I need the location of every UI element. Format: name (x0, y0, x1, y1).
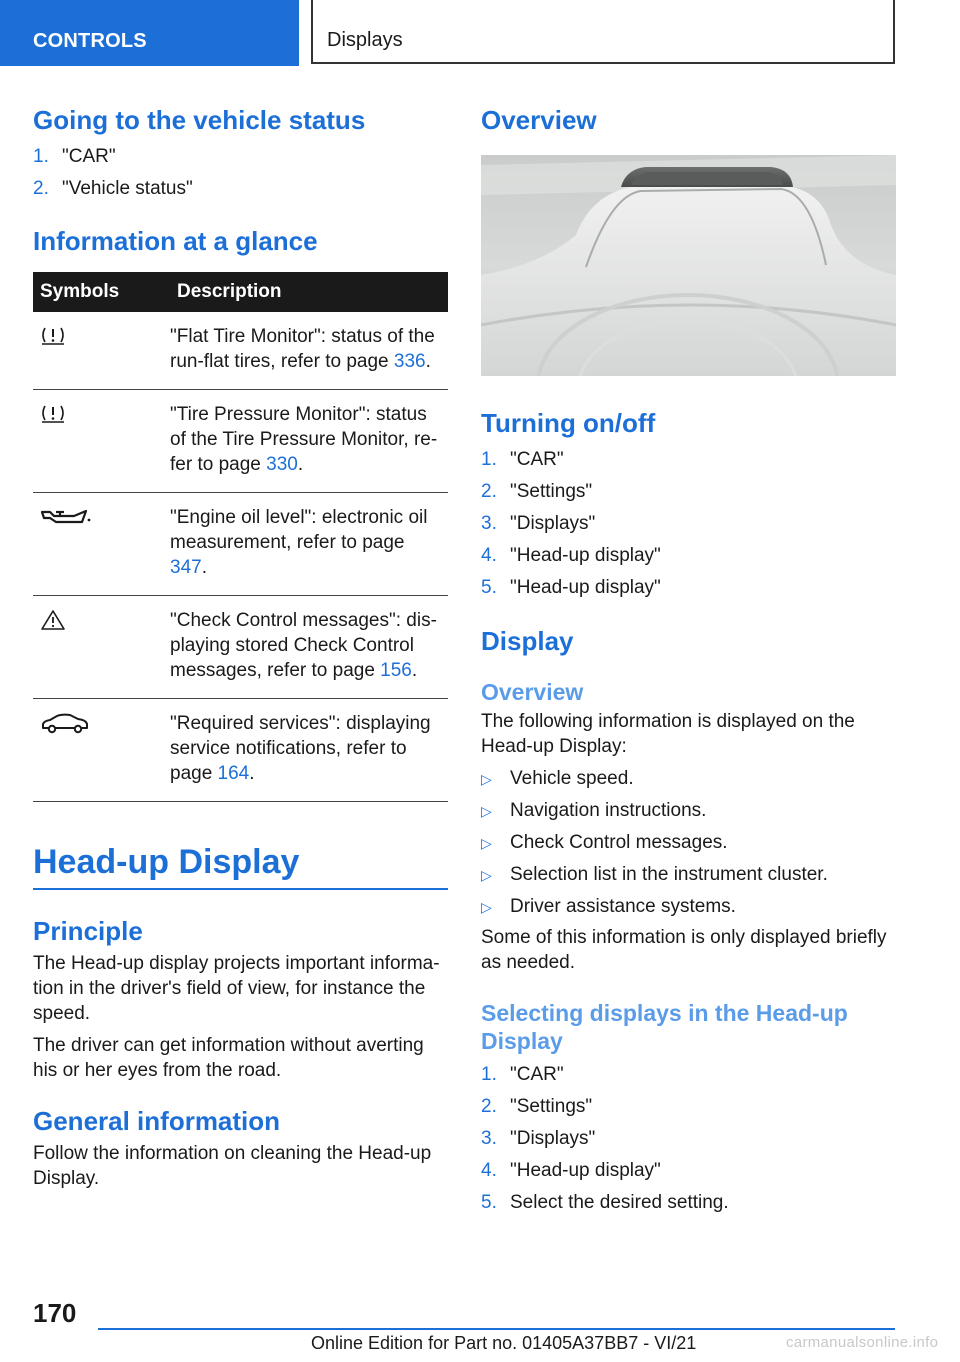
step-text: "CAR" (510, 1064, 564, 1085)
display-items-list (481, 763, 896, 923)
description-text: "Engine oil level": electronic oil measurement, refer to page (170, 507, 428, 553)
bullet-text: Vehicle speed. (510, 768, 634, 789)
step-text: "Displays" (510, 513, 596, 534)
symbol-cell (33, 699, 170, 802)
description-text: "Required services": displaying service notifications, refer to page (170, 713, 431, 784)
step-text: "CAR" (62, 146, 116, 167)
page-number: 170 (33, 1298, 77, 1328)
page-reference-link[interactable]: 347 (170, 557, 202, 578)
bullet-triangle-icon: ▷ (481, 771, 492, 787)
page-reference-link[interactable]: 336 (393, 351, 426, 372)
bullet-text: Navigation instructions. (510, 800, 707, 821)
chapter-tab: Displays (311, 0, 895, 64)
symbol-cell (33, 493, 170, 596)
selecting-displays-heading: Selecting displays in the Head-up Display (481, 1000, 848, 1054)
left-column (33, 100, 448, 1191)
column-header-symbols: Symbols (33, 272, 170, 312)
bullet-text: Check Control messages. (510, 832, 728, 853)
display-note-paragraph: Some of this information is only displayed briefly as needed. (481, 927, 887, 973)
table-row (33, 596, 448, 699)
section-tab: CONTROLS (0, 0, 299, 66)
step-number: 4. (481, 1160, 497, 1181)
head-up-display-illustration (481, 155, 896, 376)
step-number: 1. (33, 146, 49, 167)
table-row (33, 312, 448, 390)
oil-can-icon (40, 506, 92, 528)
edition-text: Online Edition for Part no. 01405A37BB7 - VI/21 (311, 1333, 697, 1353)
watermark: carmanualsonline.info (786, 1334, 939, 1351)
list-item (481, 540, 896, 572)
glance-heading: Information at a glance (33, 226, 318, 256)
symbol-cell (33, 596, 170, 699)
list-item (481, 444, 896, 476)
list-item (481, 1123, 896, 1155)
step-text: Select the desired setting. (510, 1192, 729, 1213)
list-item (481, 795, 896, 827)
step-number: 2. (481, 1096, 497, 1117)
step-text: "CAR" (510, 449, 564, 470)
right-column (481, 100, 896, 1219)
list-item (481, 763, 896, 795)
page-header (0, 0, 960, 66)
punctuation: . (411, 660, 418, 681)
bullet-triangle-icon: ▷ (481, 835, 492, 851)
general-info-heading: General information (33, 1106, 281, 1136)
step-text: "Settings" (510, 1096, 593, 1117)
description-cell (170, 699, 448, 802)
step-text: "Head-up display" (510, 1160, 661, 1181)
bullet-triangle-icon: ▷ (481, 899, 492, 915)
selecting-displays-steps (481, 1059, 896, 1219)
bullet-text: Selection list in the instrument cluster. (510, 864, 828, 885)
turning-on-off-steps (481, 444, 896, 604)
page-reference-link[interactable]: 156 (380, 660, 412, 681)
table-row (33, 390, 448, 493)
tire-pressure-warning-icon (40, 403, 66, 425)
step-number: 3. (481, 1128, 497, 1149)
description-cell (170, 312, 448, 390)
description-cell (170, 390, 448, 493)
step-text: "Vehicle status" (62, 178, 193, 199)
turning-on-off-heading: Turning on/off (481, 408, 656, 438)
step-text: "Displays" (510, 1128, 596, 1149)
vehicle-status-heading: Going to the vehicle status (33, 105, 366, 135)
head-up-display-photo (481, 155, 896, 376)
list-item (481, 572, 896, 604)
step-number: 1. (481, 449, 497, 470)
list-item (481, 827, 896, 859)
step-number: 2. (33, 178, 49, 199)
punctuation: . (425, 351, 431, 372)
principle-heading: Principle (33, 916, 143, 946)
description-text: "Check Control messages": dis-playing stored Check Control messages, refer to page (170, 610, 437, 681)
footer-rule (98, 1328, 895, 1330)
punctuation: . (201, 557, 207, 578)
step-number: 5. (481, 577, 497, 598)
description-cell (170, 596, 448, 699)
punctuation: . (297, 454, 304, 475)
description-text: "Flat Tire Monitor": status of the run-flat tires, refer to page (170, 326, 435, 372)
display-intro-paragraph: The following information is displayed on the Head-up Display: (481, 711, 855, 757)
step-number: 3. (481, 513, 497, 534)
list-item (481, 1155, 896, 1187)
step-number: 4. (481, 545, 497, 566)
flat-tire-warning-icon (40, 325, 66, 347)
step-text: "Settings" (510, 481, 593, 502)
display-overview-heading: Overview (481, 679, 584, 705)
general-info-paragraph: Follow the information on cleaning the Head-up Display. (33, 1143, 432, 1189)
warning-triangle-icon (40, 609, 66, 631)
table-row (33, 493, 448, 596)
description-cell (170, 493, 448, 596)
list-item (481, 859, 896, 891)
principle-paragraph-2: The driver can get information without averting his or her eyes from the road. (33, 1035, 424, 1081)
table-row (33, 699, 448, 802)
display-heading: Display (481, 626, 574, 656)
step-number: 1. (481, 1064, 497, 1085)
list-item (33, 173, 448, 205)
bullet-triangle-icon: ▷ (481, 803, 492, 819)
list-item (481, 1059, 896, 1091)
vehicle-status-steps (33, 141, 448, 205)
table-header-row (33, 272, 448, 312)
step-text: "Head-up display" (510, 577, 661, 598)
list-item (481, 891, 896, 923)
symbol-cell (33, 390, 170, 493)
page-reference-link[interactable]: 330 (266, 454, 298, 475)
step-text: "Head-up display" (510, 545, 661, 566)
hud-section-heading: Head-up Display (33, 840, 448, 890)
page-footer (0, 1290, 960, 1362)
punctuation: . (249, 763, 255, 784)
symbol-cell (33, 312, 170, 390)
car-service-icon (40, 712, 90, 736)
list-item (481, 476, 896, 508)
bullet-text: Driver assistance systems. (510, 896, 736, 917)
symbols-table (33, 272, 448, 802)
column-header-description: Description (170, 272, 448, 312)
description-text: "Tire Pressure Monitor": status of the Tire Pressure Monitor, re-fer to page (170, 404, 438, 475)
list-item (33, 141, 448, 173)
list-item (481, 1187, 896, 1219)
step-number: 2. (481, 481, 497, 502)
list-item (481, 1091, 896, 1123)
list-item (481, 508, 896, 540)
principle-paragraph-1: The Head-up display projects important informa-tion in the driver's field of view, for instance the speed. (33, 953, 440, 1024)
overview-heading: Overview (481, 105, 597, 135)
step-number: 5. (481, 1192, 497, 1213)
bullet-triangle-icon: ▷ (481, 867, 492, 883)
page-reference-link[interactable]: 164 (217, 763, 250, 784)
